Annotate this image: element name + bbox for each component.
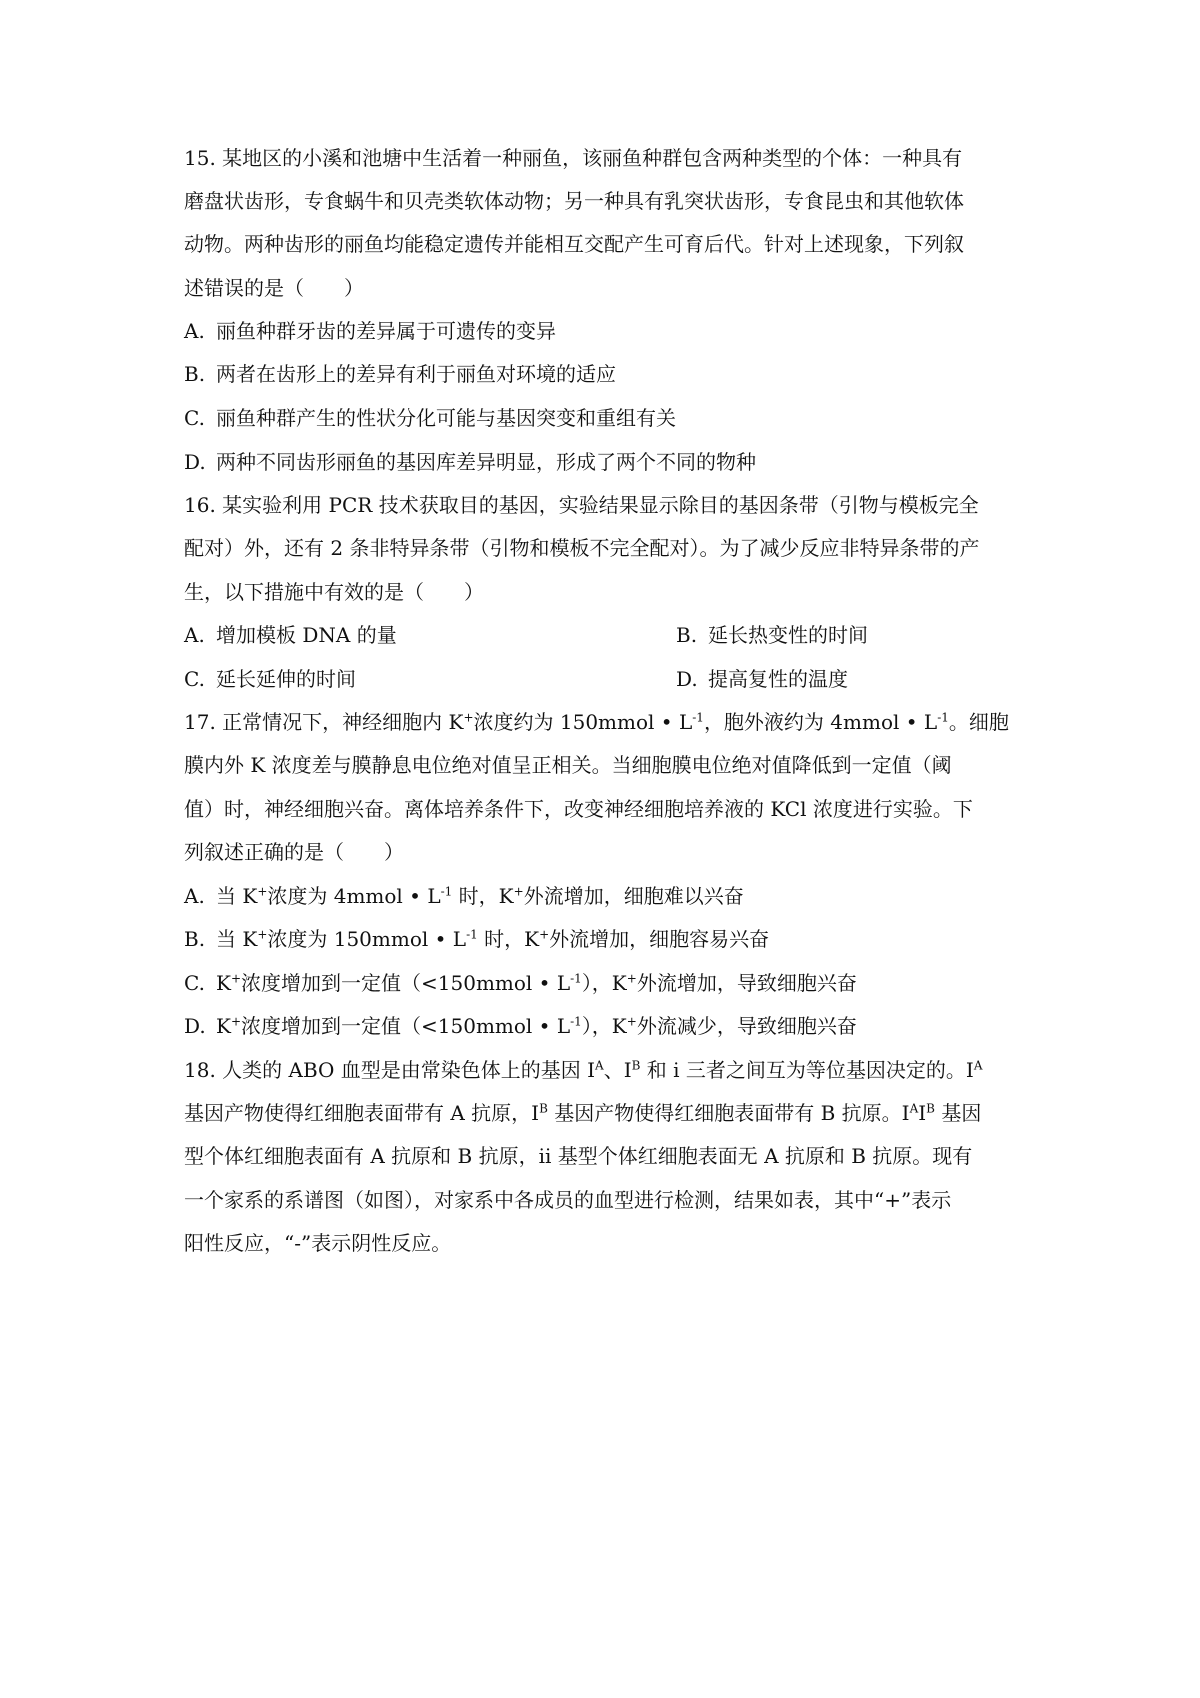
superscript: + <box>257 884 268 899</box>
superscript: + <box>539 927 550 942</box>
text-run: 外流增加，导致细胞兴奋 <box>636 971 857 995</box>
question-15-option-c <box>184 405 676 431</box>
superscript: B <box>631 1058 641 1073</box>
superscript: + <box>626 1014 637 1029</box>
superscript: B <box>926 1101 935 1116</box>
text-run: 浓度为 4mmol • L <box>267 884 441 908</box>
question-18-line-4: 一个家系的系谱图（如图），对家系中各成员的血型进行检测，结果如表，其中“+”表示 <box>184 1188 952 1212</box>
superscript: -1 <box>570 971 582 986</box>
superscript: -1 <box>466 927 478 942</box>
text-run: 。细胞 <box>948 710 1009 734</box>
question-17-option-c <box>184 970 857 996</box>
option-letter: A. <box>184 623 205 647</box>
option-letter: B. <box>676 623 698 647</box>
question-16-option-a <box>184 622 397 648</box>
option-text: 两种不同齿形丽鱼的基因库差异明显，形成了两个不同的物种 <box>216 450 756 474</box>
text-run: 17. 正常情况下，神经细胞内 K <box>184 710 464 734</box>
question-15-option-a <box>184 318 556 344</box>
question-16-line-3: 生，以下措施中有效的是（ ） <box>184 580 484 604</box>
text-run: 基因产物使得红细胞表面带有 B 抗原。I <box>547 1101 910 1125</box>
option-letter: D. <box>676 667 698 691</box>
option-letter: C. <box>184 667 205 691</box>
option-letter: D. <box>184 1014 206 1038</box>
question-15-option-b <box>184 361 616 387</box>
text-run: 外流减少，导致细胞兴奋 <box>636 1014 857 1038</box>
question-18-line-5: 阳性反应，“-”表示阴性反应。 <box>184 1231 452 1255</box>
text-run: 和 i 三者之间互为等位基因决定的。I <box>640 1058 974 1082</box>
option-text: 延长热变性的时间 <box>708 623 868 647</box>
option-letter: C. <box>184 406 205 430</box>
text-run: 18. 人类的 ABO 血型是由常染色体上的基因 I <box>184 1058 596 1082</box>
question-17-line-4: 列叙述正确的是（ ） <box>184 840 404 864</box>
option-letter: A. <box>184 319 205 343</box>
superscript: B <box>539 1101 548 1116</box>
question-17-line-1 <box>184 709 1024 735</box>
question-17-line-2: 膜内外 K 浓度差与膜静息电位绝对值呈正相关。当细胞膜电位绝对值降低到一定值（阈 <box>184 753 952 777</box>
question-17-option-b <box>184 926 769 952</box>
text-run: K <box>216 1014 231 1038</box>
question-18-line-1 <box>184 1057 1024 1083</box>
question-15-line-3: 动物。两种齿形的丽鱼均能稳定遗传并能相互交配产生可育后代。针对上述现象，下列叙 <box>184 232 964 256</box>
question-16-option-b <box>676 622 868 648</box>
text-run: ），K <box>581 971 627 995</box>
text-run: 浓度约为 150mmol • L <box>473 710 693 734</box>
question-17-option-a <box>184 883 744 909</box>
text-run: 时，K <box>452 884 514 908</box>
text-run: 外流增加，细胞难以兴奋 <box>523 884 744 908</box>
question-16-line-1: 16. 某实验利用 PCR 技术获取目的基因，实验结果显示除目的基因条带（引物与模板完全 <box>184 493 979 517</box>
question-15-option-d <box>184 449 756 475</box>
superscript: + <box>513 884 524 899</box>
text-run: 、I <box>603 1058 632 1082</box>
superscript: -1 <box>570 1014 582 1029</box>
question-15-line-1: 15. 某地区的小溪和池塘中生活着一种丽鱼，该丽鱼种群包含两种类型的个体：一种具有 <box>184 146 963 170</box>
option-letter: B. <box>184 362 206 386</box>
superscript: + <box>626 971 637 986</box>
text-run: 浓度增加到一定值（<150mmol • L <box>241 971 571 995</box>
text-run: 当 K <box>216 927 258 951</box>
superscript: + <box>230 971 242 986</box>
superscript: + <box>463 710 474 725</box>
superscript: A <box>973 1058 983 1073</box>
superscript: -1 <box>937 710 949 725</box>
text-run: 基因产物使得红细胞表面带有 A 抗原，I <box>184 1101 540 1125</box>
text-run: 基因 <box>934 1101 982 1125</box>
text-run: ，胞外液约为 4mmol • L <box>703 710 938 734</box>
option-text: 丽鱼种群产生的性状分化可能与基因突变和重组有关 <box>216 406 676 430</box>
question-16-line-2: 配对）外，还有 2 条非特异条带（引物和模板不完全配对）。为了减少反应非特异条带的产 <box>184 536 980 560</box>
superscript: A <box>909 1101 919 1116</box>
option-text: 两者在齿形上的差异有利于丽鱼对环境的适应 <box>216 362 616 386</box>
text-run: K <box>216 971 231 995</box>
text-run: 当 K <box>216 884 258 908</box>
text-run: 时，K <box>477 927 540 951</box>
text-run: ），K <box>581 1014 627 1038</box>
superscript: -1 <box>692 710 704 725</box>
option-text: 提高复性的温度 <box>708 667 848 691</box>
question-18-line-3: 型个体红细胞表面有 A 抗原和 B 抗原，ii 基型个体红细胞表面无 A 抗原和 B 抗原。现有 <box>184 1144 973 1168</box>
text-run: 浓度为 150mmol • L <box>267 927 467 951</box>
option-text: 丽鱼种群牙齿的差异属于可遗传的变异 <box>216 319 556 343</box>
option-letter: D. <box>184 450 206 474</box>
option-letter: C. <box>184 971 205 995</box>
option-text: 增加模板 DNA 的量 <box>216 623 397 647</box>
option-letter: B. <box>184 927 206 951</box>
question-18-line-2 <box>184 1100 1024 1126</box>
superscript: + <box>230 1014 242 1029</box>
text-run: 浓度增加到一定值（<150mmol • L <box>241 1014 571 1038</box>
text-run: 外流增加，细胞容易兴奋 <box>549 927 770 951</box>
question-16-option-d <box>676 666 848 692</box>
question-15-line-4: 述错误的是（ ） <box>184 276 364 300</box>
question-15-line-2: 磨盘状齿形，专食蜗牛和贝壳类软体动物；另一种具有乳突状齿形，专食昆虫和其他软体 <box>184 189 964 213</box>
option-text: 延长延伸的时间 <box>216 667 356 691</box>
text-run: I <box>918 1101 927 1125</box>
option-letter: A. <box>184 884 205 908</box>
superscript: A <box>595 1058 604 1073</box>
superscript: + <box>257 927 268 942</box>
question-17-option-d <box>184 1013 857 1039</box>
superscript: -1 <box>440 884 453 899</box>
question-16-option-c <box>184 666 356 692</box>
question-17-line-3: 值）时，神经细胞兴奋。离体培养条件下，改变神经细胞培养液的 KCl 浓度进行实验。下 <box>184 797 973 821</box>
